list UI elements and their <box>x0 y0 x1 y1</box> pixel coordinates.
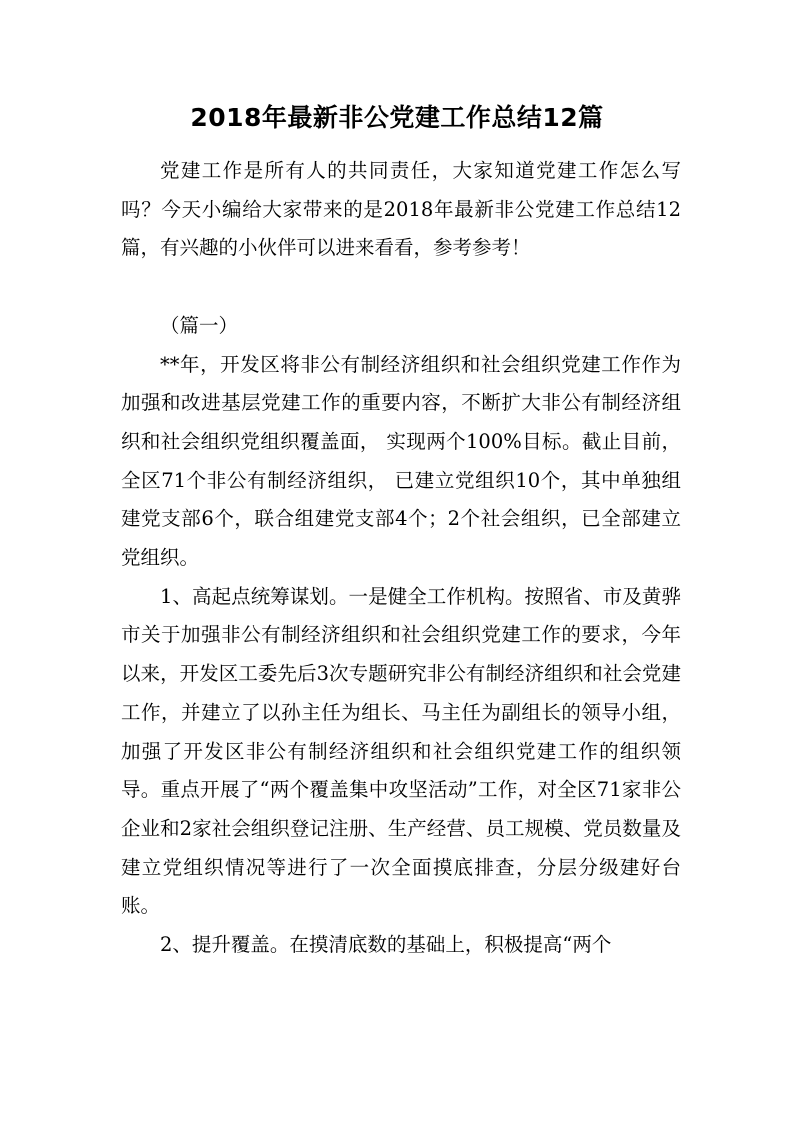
body-paragraph: 1、高起点统筹谋划。一是健全工作机构。按照省、市及黄骅市关于加强非公有制经济组织和社会组织党建工作的要求，今年以来，开发区工委先后3次专题研究非公有制经济组织和社会党建工作，并建立了以孙主任为组长、马主任为副组长的领导小组，加强了开发区非公有制经济组织和社会组织党建工作的组织领导。重点开展了“两个覆盖集中攻坚活动”工作，对全区71家非公企业和2家社会组织登记注册、生产经营、员工规模、党员数量及建立党组织情况等进行了一次全面摸底排查，分层分级建好台账。 <box>121 584 681 918</box>
section-heading: （篇一） <box>160 313 239 337</box>
document-title: 2018年最新非公党建工作总结12篇 <box>190 103 604 132</box>
blank-line <box>121 268 681 307</box>
document-body <box>121 152 681 965</box>
intro-paragraph: 党建工作是所有人的共同责任，大家知道党建工作怎么写吗？今天小编给大家带来的是2018年最新非公党建工作总结12篇，有兴趣的小伙伴可以进来看看，参考参考！ <box>121 159 681 260</box>
body-paragraph: **年，开发区将非公有制经济组织和社会组织党建工作作为加强和改进基层党建工作的重要内容，不断扩大非公有制经济组织和社会组织党组织覆盖面， 实现两个100%目标。截止目前， 全区71个非公有制经济组织， 已建立党组织10个，其中单独组建党支部6个，联合组建党支部4个；2个社会组织，已全部建立党组织。 <box>121 352 681 570</box>
body-paragraph: 2、提升覆盖。在摸清底数的基础上，积极提高“两个 <box>160 933 612 957</box>
